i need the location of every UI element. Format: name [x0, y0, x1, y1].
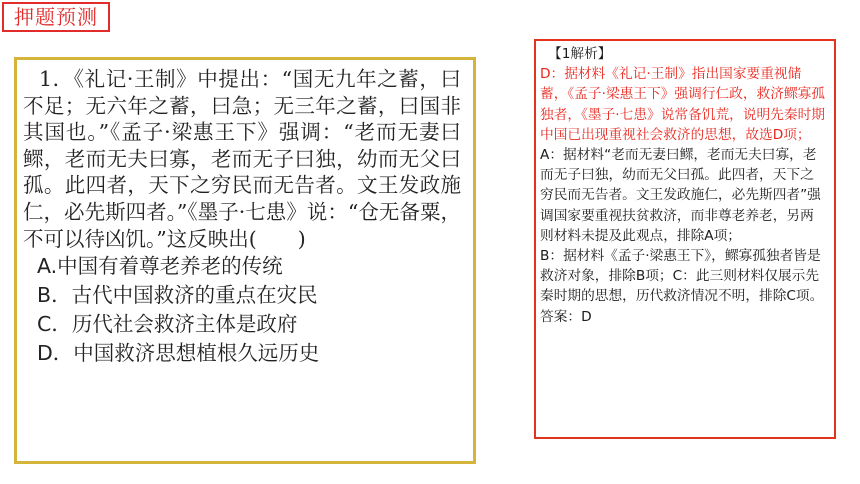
analysis-panel	[534, 39, 836, 439]
correct-explanation: D：据材料《礼记·王制》指出国家要重视储蓄，《孟子·梁惠王下》强调行仁政，救济鳏寡孤独者，《墨子·七患》说常备饥荒，说明先秦时期中国已出现重视社会救济的思想，故选D项；	[540, 66, 825, 143]
option-a-explanation: A：据材料“老而无妻曰鳏，老而无夫曰寡，老而无子曰独，幼而无父曰孤。此四者，天下之穷民而无告者。文王发政施仁，必先斯四者”强调国家要重视扶贫救济，而非尊老养老，另两则材料未提及此观点，排除A项；	[540, 147, 821, 244]
title-badge	[2, 2, 110, 32]
final-answer: 答案：D	[540, 308, 592, 325]
title-badge-label: 押题预测	[14, 5, 98, 29]
analysis-header: 【1解析】	[548, 46, 612, 62]
option-c: C．历代社会救济主体是政府	[37, 312, 298, 337]
option-bc-explanation: B：据材料《孟子·梁惠王下》，鳏寡孤独者皆是救济对象，排除B项；C：此三则材料仅展示先秦时期的思想，历代救济情况不明，排除C项。	[540, 248, 824, 305]
question-stem: 1．《礼记·王制》中提出：“国无九年之蓄，曰不足；无六年之蓄，曰急；无三年之蓄，曰国非其国也。”《孟子·梁惠王下》强调：“老而无妻曰鳏，老而无夫曰寡，老而无子曰独，幼而无父曰孤。此四者，天下之穷民而无告者。文王发政施仁，必先斯四者。”《墨子·七患》说：“仓无备粟，不可以待凶饥。”这反映出( )	[23, 67, 461, 251]
question-panel	[14, 57, 476, 464]
option-d: D．中国救济思想植根久远历史	[37, 341, 320, 366]
option-a: A.中国有着尊老养老的传统	[37, 254, 283, 279]
option-b: B．古代中国救济的重点在灾民	[37, 283, 318, 308]
